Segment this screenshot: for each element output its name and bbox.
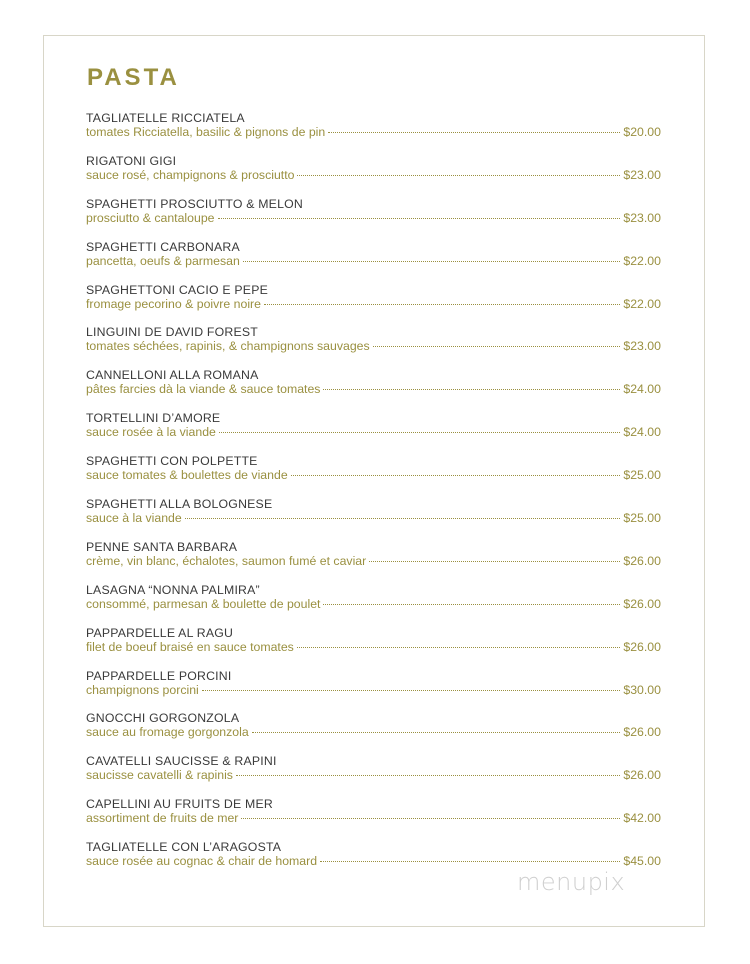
item-price: $24.00 <box>623 425 661 440</box>
menu-item <box>86 497 661 540</box>
item-price: $23.00 <box>623 167 661 182</box>
item-description: tomates Ricciatella, basilic & pignons de pin <box>86 125 326 139</box>
menu-item <box>86 411 661 454</box>
item-description: sauce tomates & boulettes de viande <box>86 468 288 483</box>
watermark-logo: menupix <box>517 868 626 896</box>
item-description: saucisse cavatelli & rapinis <box>86 768 233 783</box>
item-name: CAPELLINI AU FRUITS DE MER <box>86 797 273 812</box>
item-price: $23.00 <box>623 210 661 225</box>
item-price: $42.00 <box>623 811 661 826</box>
menu-item <box>86 240 661 283</box>
dot-leader <box>323 389 620 390</box>
item-name: CAVATELLI SAUCISSE & RAPINI <box>86 754 277 769</box>
item-description: fromage pecorino & poivre noire <box>86 296 261 311</box>
item-description: filet de boeuf braisé en sauce tomates <box>86 639 294 654</box>
item-name: CANNELLONI ALLA ROMANA <box>86 368 259 383</box>
item-detail-row <box>86 254 661 269</box>
menu-item <box>86 111 661 154</box>
item-detail-row <box>86 425 661 440</box>
dot-leader <box>218 218 621 219</box>
item-detail-row <box>86 768 661 783</box>
menu-item <box>86 669 661 712</box>
menu-item <box>86 754 661 797</box>
menu-item-list <box>86 111 661 883</box>
item-price: $25.00 <box>623 468 661 483</box>
item-name: LASAGNA “NONNA PALMIRA” <box>86 582 260 597</box>
item-detail-row <box>86 683 661 698</box>
item-name: GNOCCHI GORGONZOLA <box>86 711 240 726</box>
item-detail-row <box>86 811 661 826</box>
dot-leader <box>219 432 620 433</box>
item-description: pâtes farcies dà la viande & sauce tomates <box>86 382 321 397</box>
item-name: PAPPARDELLE AL RAGU <box>86 625 234 640</box>
section-title: PASTA <box>87 64 180 91</box>
item-detail-row <box>86 854 661 869</box>
item-description: sauce à la viande <box>86 511 182 526</box>
dot-leader <box>241 818 620 819</box>
item-name: TAGLIATELLE RICCIATELA <box>86 111 245 125</box>
dot-leader <box>202 690 621 691</box>
menu-item <box>86 368 661 411</box>
item-description: consommé, parmesan & boulette de poulet <box>86 596 321 611</box>
dot-leader <box>297 175 620 176</box>
item-price: $30.00 <box>623 682 661 697</box>
dot-leader <box>373 346 621 347</box>
dot-leader <box>328 132 620 133</box>
item-description: pancetta, oeufs & parmesan <box>86 253 240 268</box>
item-price: $26.00 <box>623 725 661 740</box>
menu-item <box>86 325 661 368</box>
menu-item <box>86 583 661 626</box>
dot-leader <box>252 732 621 733</box>
dot-leader <box>264 304 620 305</box>
item-description: champignons porcini <box>86 682 199 697</box>
item-description: sauce rosé, champignons & prosciutto <box>86 167 295 182</box>
item-name: SPAGHETTI ALLA BOLOGNESE <box>86 497 273 512</box>
item-detail-row <box>86 382 661 397</box>
item-price: $26.00 <box>623 553 661 568</box>
item-name: PAPPARDELLE PORCINI <box>86 668 232 683</box>
item-price: $25.00 <box>623 511 661 526</box>
item-detail-row <box>86 125 661 140</box>
dot-leader <box>243 261 621 262</box>
menu-item <box>86 626 661 669</box>
menu-item <box>86 197 661 240</box>
item-description: crème, vin blanc, échalotes, saumon fumé et caviar <box>86 553 367 568</box>
item-description: assortiment de fruits de mer <box>86 811 239 826</box>
item-price: $20.00 <box>623 125 661 139</box>
item-detail-row <box>86 640 661 655</box>
item-price: $23.00 <box>623 339 661 354</box>
item-price: $45.00 <box>623 854 661 869</box>
menu-item <box>86 711 661 754</box>
item-detail-row <box>86 511 661 526</box>
dot-leader <box>369 561 620 562</box>
menu-item <box>86 797 661 840</box>
item-description: sauce rosée au cognac & chair de homard <box>86 854 318 869</box>
item-detail-row <box>86 339 661 354</box>
item-detail-row <box>86 725 661 740</box>
item-name: SPAGHETTI CON POLPETTE <box>86 454 258 469</box>
item-description: prosciutto & cantaloupe <box>86 210 215 225</box>
item-name: SPAGHETTI CARBONARA <box>86 239 240 254</box>
item-price: $26.00 <box>623 768 661 783</box>
dot-leader <box>291 475 621 476</box>
item-detail-row <box>86 168 661 183</box>
item-detail-row <box>86 297 661 312</box>
item-description: sauce au fromage gorgonzola <box>86 725 249 740</box>
item-detail-row <box>86 468 661 483</box>
dot-leader <box>185 518 621 519</box>
menu-item <box>86 283 661 326</box>
item-price: $22.00 <box>623 296 661 311</box>
menu-item <box>86 454 661 497</box>
dot-leader <box>323 604 620 605</box>
item-name: SPAGHETTI PROSCIUTTO & MELON <box>86 196 303 211</box>
item-name: TAGLIATELLE CON L’ARAGOSTA <box>86 840 282 855</box>
item-detail-row <box>86 211 661 226</box>
item-name: TORTELLINI D’AMORE <box>86 411 221 426</box>
dot-leader <box>236 775 620 776</box>
item-price: $26.00 <box>623 639 661 654</box>
item-price: $24.00 <box>623 382 661 397</box>
item-price: $26.00 <box>623 596 661 611</box>
item-name: SPAGHETTONI CACIO E PEPE <box>86 282 269 297</box>
item-name: RIGATONI GIGI <box>86 153 177 168</box>
item-detail-row <box>86 554 661 569</box>
menu-item <box>86 154 661 197</box>
dot-leader <box>320 861 620 862</box>
menu-item <box>86 540 661 583</box>
item-detail-row <box>86 597 661 612</box>
item-name: PENNE SANTA BARBARA <box>86 539 238 554</box>
item-name: LINGUINI DE DAVID FOREST <box>86 325 258 340</box>
item-description: sauce rosée à la viande <box>86 425 216 440</box>
item-description: tomates séchées, rapinis, & champignons sauvages <box>86 339 370 354</box>
item-price: $22.00 <box>623 253 661 268</box>
dot-leader <box>297 647 621 648</box>
